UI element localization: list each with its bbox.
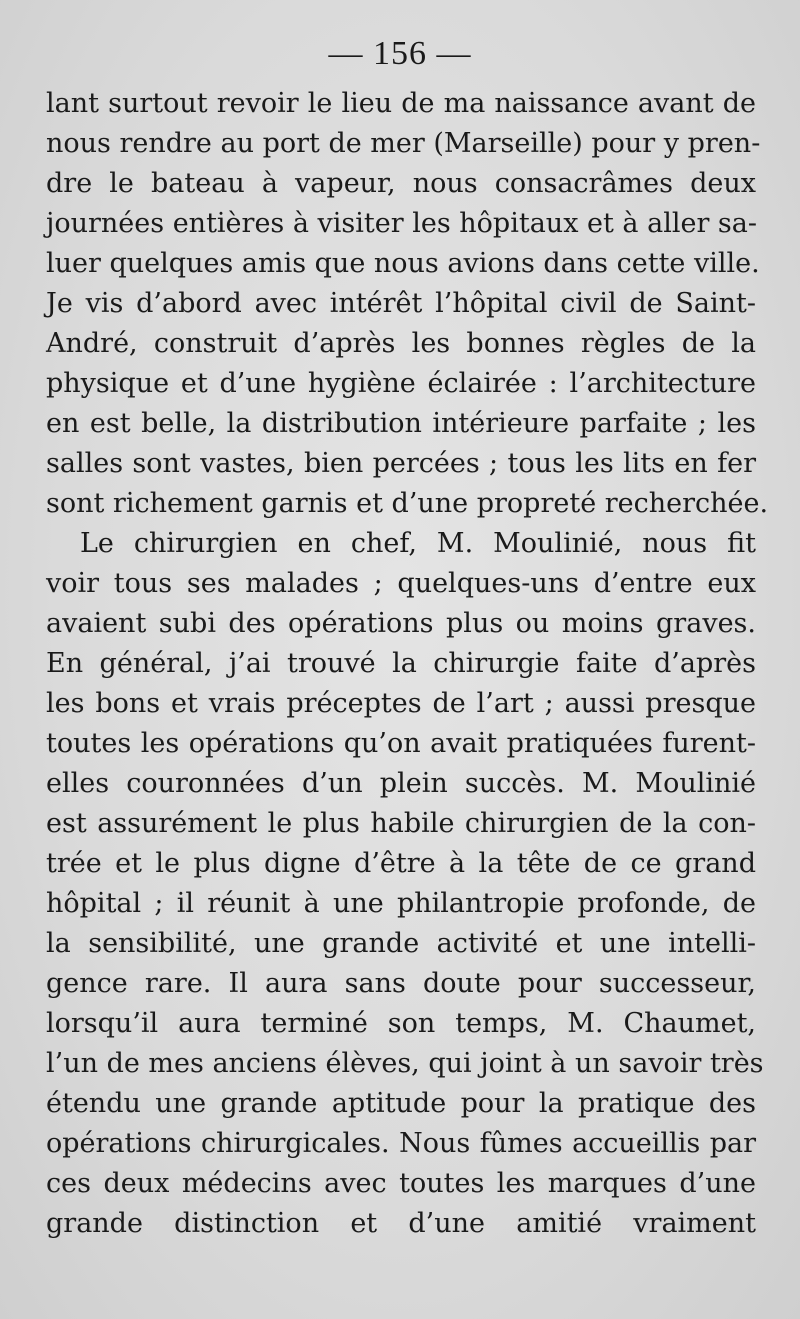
text-line: salles sont vastes, bien percées ; tous les lits en fer — [46, 448, 756, 479]
text-line: physique et d’une hygiène éclairée : l’architecture — [46, 368, 756, 399]
text-line: grande distinction et d’une amitié vraiment — [46, 1208, 756, 1239]
text-line: est assurément le plus habile chirurgien de la con- — [46, 808, 756, 839]
body-text — [46, 84, 769, 1244]
text-line: Je vis d’abord avec intérêt l’hôpital civil de Saint- — [46, 288, 756, 319]
text-line: hôpital ; il réunit à une philantropie profonde, de — [46, 888, 756, 919]
text-line: en est belle, la distribution intérieure parfaite ; les — [46, 408, 756, 439]
text-line: avaient subi des opérations plus ou moins graves. — [46, 608, 756, 639]
text-line: luer quelques amis que nous avions dans cette ville. — [46, 248, 760, 279]
text-line: opérations chirurgicales. Nous fûmes accueillis par — [46, 1128, 756, 1159]
text-line: lant surtout revoir le lieu de ma naissance avant de — [46, 88, 756, 119]
text-line: la sensibilité, une grande activité et une intelli- — [46, 928, 756, 959]
text-line: gence rare. Il aura sans doute pour successeur, — [46, 968, 756, 999]
text-line: lorsqu’il aura terminé son temps, M. Chaumet, — [46, 1008, 756, 1039]
text-line: journées entières à visiter les hôpitaux et à aller sa- — [46, 208, 758, 239]
text-line: elles couronnées d’un plein succès. M. Moulinié — [46, 768, 756, 799]
text-line: trée et le plus digne d’être à la tête de ce grand — [46, 848, 756, 879]
paragraph-end-line: sont richement garnis et d’une propreté recherchée. — [46, 488, 769, 519]
text-line: toutes les opérations qu’on avait pratiquées furent- — [46, 728, 756, 759]
paragraph-start-line: Le chirurgien en chef, M. Moulinié, nous fit — [80, 528, 756, 559]
text-line: dre le bateau à vapeur, nous consacrâmes deux — [46, 168, 756, 199]
text-line: En général, j’ai trouvé la chirurgie faite d’après — [46, 648, 756, 679]
text-line: les bons et vrais préceptes de l’art ; aussi presque — [46, 688, 756, 719]
text-line: ces deux médecins avec toutes les marques d’une — [46, 1168, 756, 1199]
text-line: l’un de mes anciens élèves, qui joint à un savoir très — [46, 1048, 764, 1079]
text-line: voir tous ses malades ; quelques-uns d’entre eux — [46, 568, 756, 599]
page-number: — 156 — — [328, 35, 472, 72]
text-line: André, construit d’après les bonnes règles de la — [46, 328, 756, 359]
text-line: nous rendre au port de mer (Marseille) pour y pren- — [46, 128, 761, 159]
text-line: étendu une grande aptitude pour la pratique des — [46, 1088, 756, 1119]
